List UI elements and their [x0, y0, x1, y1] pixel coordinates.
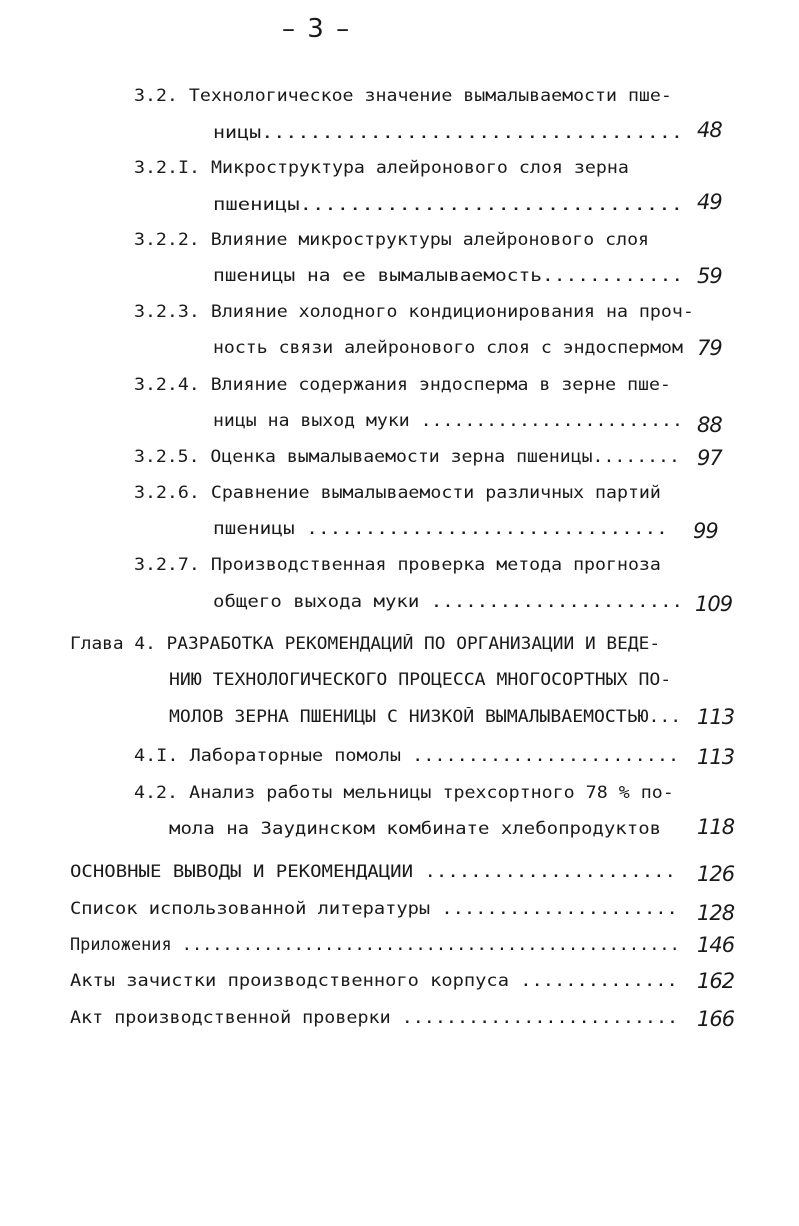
toc-entry-text: 3.2.3. Влияние холодного кондиционирования на проч-: [134, 302, 694, 321]
toc-page-number: 126: [697, 862, 735, 886]
toc-entry-text: пшеницы...............................: [213, 195, 683, 214]
toc-entry-text: 4.I. Лабораторные помолы ........................: [134, 746, 680, 765]
toc-entry-text: 3.2.2. Влияние микроструктуры алейронового слоя: [134, 230, 649, 249]
toc-entry-text: 3.2.I. Микроструктура алейронового слоя зерна: [134, 158, 629, 177]
toc-page-number: 79: [697, 336, 722, 360]
page-number: – 3 –: [282, 14, 352, 44]
toc-entry-text: ницы...................................: [213, 123, 683, 142]
toc-entry-text: Акты зачистки производственного корпуса ..............: [70, 971, 678, 990]
toc-page-number: 59: [697, 264, 722, 288]
toc-entry-text: ность связи алейронового слоя с эндоспермом: [213, 338, 683, 357]
toc-entry-text: 3.2.6. Сравнение вымалываемости различных партий: [134, 483, 661, 502]
toc-entry-text: 3.2.5. Оценка вымалываемости зерна пшеницы........: [134, 447, 680, 466]
toc-page-number: 146: [697, 933, 735, 957]
toc-entry-text: пшеницы на ее вымалываемость............: [213, 266, 684, 285]
toc-entry-text: 4.2. Анализ работы мельницы трехсортного 78 % по-: [134, 783, 674, 802]
toc-page-number: 99: [693, 519, 718, 543]
toc-page-number: 49: [697, 190, 722, 214]
toc-page-number: 88: [697, 413, 722, 437]
toc-entry-text: Глава 4. РАЗРАБОТКА РЕКОМЕНДАЦИЙ ПО ОРГАНИЗАЦИИ И ВЕДЕ-: [70, 634, 661, 653]
toc-page-number: 109: [695, 592, 733, 616]
toc-page-number: 128: [697, 901, 735, 925]
toc-page-number: 97: [697, 446, 722, 470]
toc-page-number: 118: [697, 815, 735, 839]
toc-page-number: 113: [697, 745, 735, 769]
toc-page-number: 48: [697, 118, 722, 142]
toc-entry-text: ницы на выход муки ........................: [213, 411, 683, 430]
toc-entry-text: пшеницы ...............................: [213, 519, 668, 538]
toc-page-number: 162: [697, 969, 735, 993]
toc-entry-text: НИЮ ТЕХНОЛОГИЧЕСКОГО ПРОЦЕССА МНОГОСОРТНЫХ ПО-: [169, 670, 672, 689]
toc-entry-text: Приложения .................................................: [70, 935, 680, 954]
toc-entry-text: 3.2.4. Влияние содержания эндосперма в зерне пше-: [134, 375, 671, 394]
toc-page-number: 113: [697, 705, 735, 729]
toc-entry-text: общего выхода муки ......................: [213, 592, 684, 611]
toc-entry-text: 3.2.7. Производственная проверка метода прогноза: [134, 555, 661, 574]
toc-entry-text: мола на Заудинском комбинате хлебопродуктов: [169, 819, 662, 838]
toc-entry-text: Список использованной литературы .....................: [70, 899, 678, 918]
toc-entry-text: 3.2. Технологическое значение вымалываемости пше-: [134, 86, 672, 105]
toc-page-number: 166: [697, 1007, 735, 1031]
toc-entry-text: ОСНОВНЫЕ ВЫВОДЫ И РЕКОМЕНДАЦИИ ......................: [70, 862, 677, 881]
toc-entry-text: МОЛОВ ЗЕРНА ПШЕНИЦЫ С НИЗКОЙ ВЫМАЛЫВАЕМОСТЬЮ...: [169, 707, 682, 726]
toc-entry-text: Акт производственной проверки .........................: [70, 1008, 679, 1027]
